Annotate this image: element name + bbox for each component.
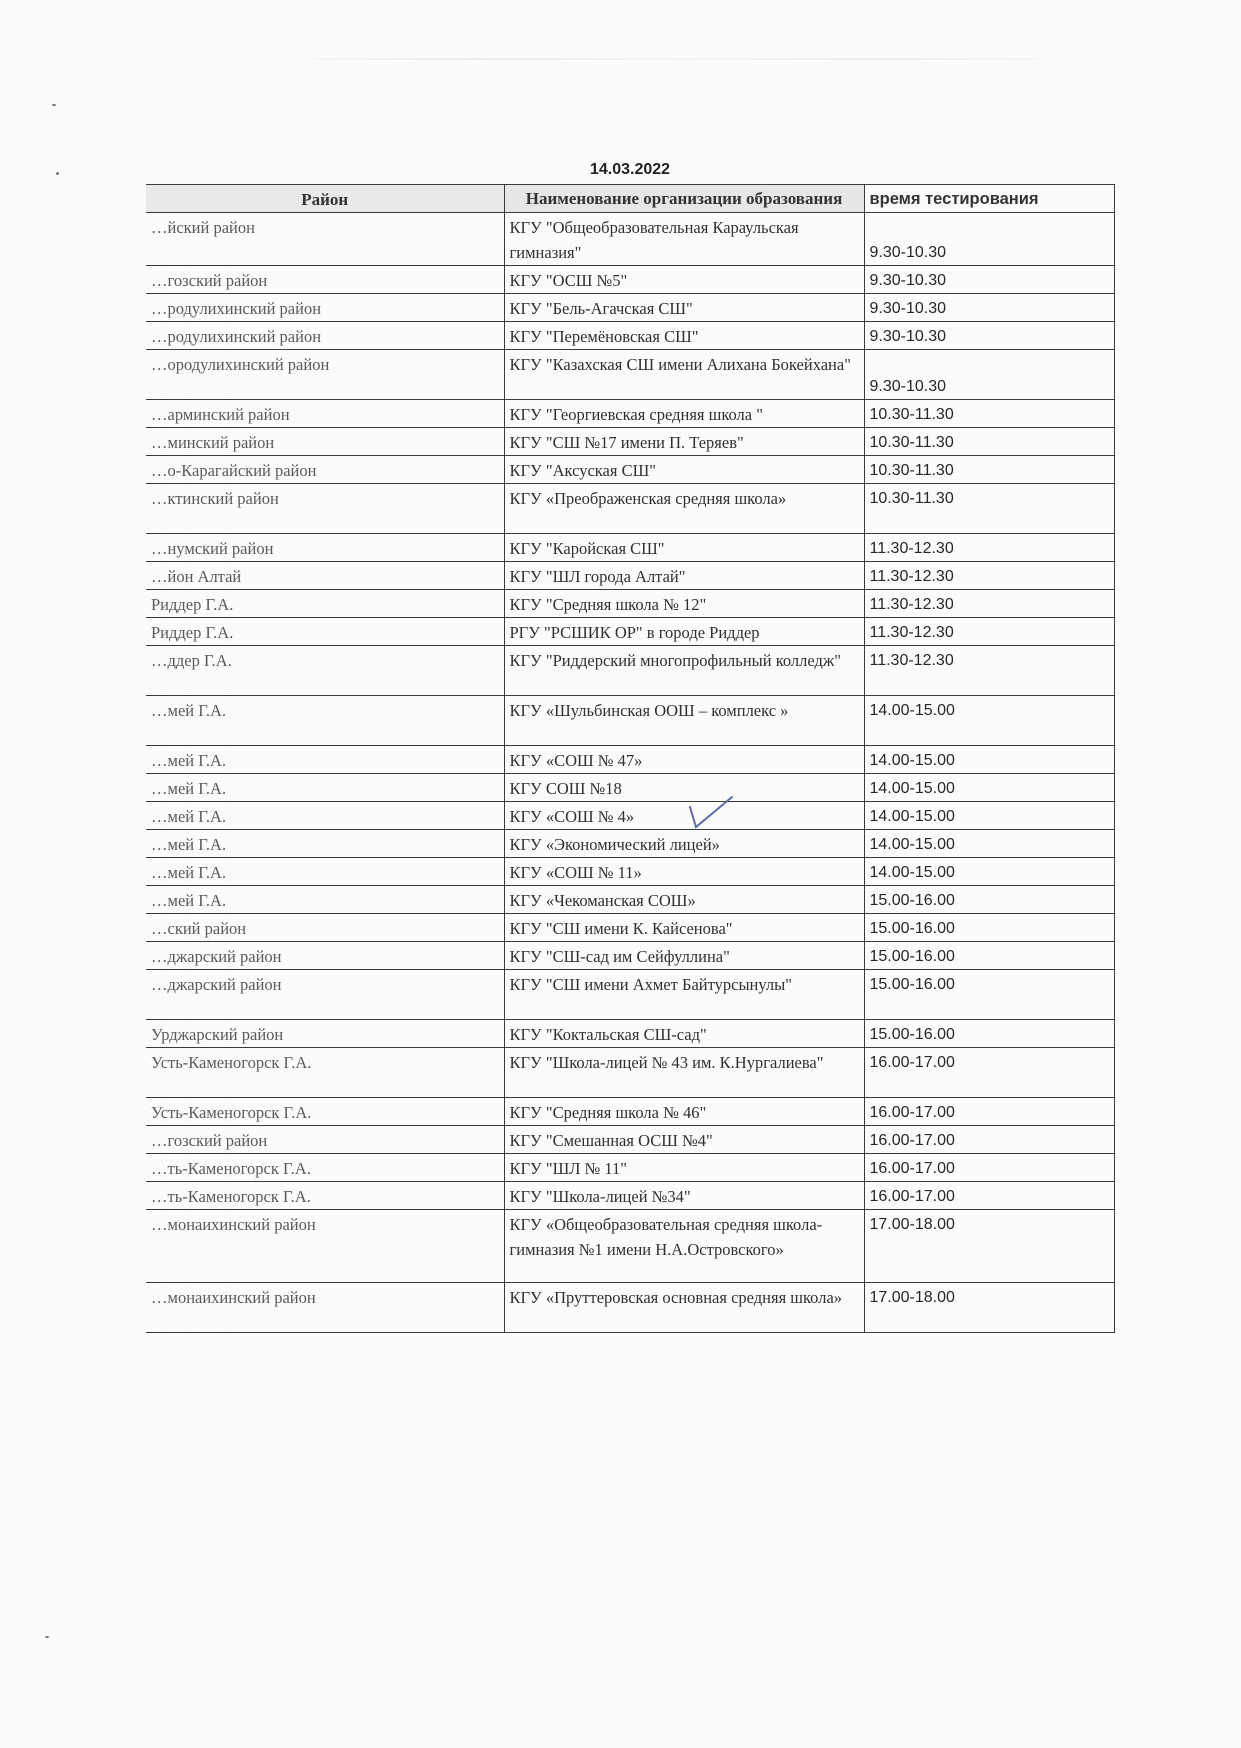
table-row	[146, 746, 1114, 774]
cell-district: …джарский район	[146, 970, 504, 1020]
cell-district: …минский район	[146, 428, 504, 456]
cell-testing-time: 11.30-12.30	[864, 590, 1114, 618]
cell-organization: КГУ "Перемёновская СШ"	[504, 322, 864, 350]
cell-district: …нумский район	[146, 534, 504, 562]
cell-organization: КГУ "Школа-лицей № 43 им. К.Нургалиева"	[504, 1048, 864, 1098]
cell-organization: КГУ "ОСШ №5"	[504, 266, 864, 294]
table-body	[146, 213, 1114, 1333]
cell-district: Усть-Каменогорск Г.А.	[146, 1048, 504, 1098]
table-row	[146, 428, 1114, 456]
cell-testing-time: 11.30-12.30	[864, 646, 1114, 696]
cell-organization: КГУ «СОШ № 47»	[504, 746, 864, 774]
scan-speck	[52, 104, 56, 106]
table-row	[146, 350, 1114, 400]
cell-testing-time: 15.00-16.00	[864, 1020, 1114, 1048]
cell-district: …монаихинский район	[146, 1210, 504, 1283]
table-row	[146, 266, 1114, 294]
cell-district: …ть-Каменогорск Г.А.	[146, 1182, 504, 1210]
table-row	[146, 830, 1114, 858]
cell-district: …мей Г.А.	[146, 830, 504, 858]
cell-district: …ть-Каменогорск Г.А.	[146, 1154, 504, 1182]
table-row	[146, 400, 1114, 428]
cell-district: Риддер Г.А.	[146, 618, 504, 646]
cell-organization: КГУ "Коктальская СШ-сад"	[504, 1020, 864, 1048]
table-row	[146, 213, 1114, 266]
cell-testing-time: 9.30-10.30	[864, 322, 1114, 350]
table-row	[146, 1048, 1114, 1098]
cell-testing-time: 9.30-10.30	[864, 294, 1114, 322]
cell-organization: РГУ "РСШИК ОР" в городе Риддер	[504, 618, 864, 646]
table-row	[146, 484, 1114, 534]
cell-organization: КГУ «СОШ № 11»	[504, 858, 864, 886]
cell-district: …йский район	[146, 213, 504, 266]
cell-district: …монаихинский район	[146, 1283, 504, 1333]
cell-testing-time: 15.00-16.00	[864, 886, 1114, 914]
cell-district: …арминский район	[146, 400, 504, 428]
cell-organization: КГУ "Смешанная ОСШ №4"	[504, 1126, 864, 1154]
cell-district: …йон Алтай	[146, 562, 504, 590]
table-row	[146, 1182, 1114, 1210]
cell-testing-time: 17.00-18.00	[864, 1283, 1114, 1333]
cell-district: …ородулихинский район	[146, 350, 504, 400]
cell-testing-time: 10.30-11.30	[864, 456, 1114, 484]
cell-organization: КГУ "Георгиевская средняя школа "	[504, 400, 864, 428]
cell-district: …родулихинский район	[146, 294, 504, 322]
table-row	[146, 456, 1114, 484]
cell-organization: КГУ "Средняя школа № 46"	[504, 1098, 864, 1126]
table-row	[146, 562, 1114, 590]
cell-district: …мей Г.А.	[146, 858, 504, 886]
cell-testing-time: 14.00-15.00	[864, 830, 1114, 858]
cell-testing-time: 16.00-17.00	[864, 1098, 1114, 1126]
cell-organization: КГУ "Каройская СШ"	[504, 534, 864, 562]
cell-testing-time: 10.30-11.30	[864, 428, 1114, 456]
cell-district: Усть-Каменогорск Г.А.	[146, 1098, 504, 1126]
cell-testing-time: 16.00-17.00	[864, 1154, 1114, 1182]
cell-organization: КГУ "СШ-сад им Сейфуллина"	[504, 942, 864, 970]
cell-testing-time: 10.30-11.30	[864, 400, 1114, 428]
cell-district: …о-Карагайский район	[146, 456, 504, 484]
cell-testing-time: 14.00-15.00	[864, 696, 1114, 746]
header-organization: Наименование организации образования	[504, 185, 864, 213]
cell-organization: КГУ «Шульбинская ООШ – комплекс »	[504, 696, 864, 746]
cell-testing-time: 16.00-17.00	[864, 1126, 1114, 1154]
cell-organization: КГУ "СШ имени К. Кайсенова"	[504, 914, 864, 942]
scan-speck	[56, 172, 59, 175]
cell-testing-time: 11.30-12.30	[864, 534, 1114, 562]
table-row	[146, 322, 1114, 350]
cell-testing-time: 11.30-12.30	[864, 562, 1114, 590]
table-row	[146, 914, 1114, 942]
cell-district: …мей Г.А.	[146, 886, 504, 914]
cell-district: …мей Г.А.	[146, 802, 504, 830]
table-row	[146, 858, 1114, 886]
cell-district: …мей Г.А.	[146, 774, 504, 802]
table-row	[146, 1210, 1114, 1283]
table-row	[146, 534, 1114, 562]
cell-organization: КГУ "Риддерский многопрофильный колледж"	[504, 646, 864, 696]
cell-testing-time: 15.00-16.00	[864, 942, 1114, 970]
testing-schedule-table	[146, 184, 1115, 1333]
table-row	[146, 1283, 1114, 1333]
cell-testing-time: 14.00-15.00	[864, 802, 1114, 830]
cell-testing-time: 16.00-17.00	[864, 1048, 1114, 1098]
table-row	[146, 970, 1114, 1020]
cell-organization: КГУ "Аксуская СШ"	[504, 456, 864, 484]
cell-organization: КГУ «Экономический лицей»	[504, 830, 864, 858]
cell-district: …джарский район	[146, 942, 504, 970]
cell-testing-time: 14.00-15.00	[864, 774, 1114, 802]
cell-testing-time: 16.00-17.00	[864, 1182, 1114, 1210]
cell-testing-time: 10.30-11.30	[864, 484, 1114, 534]
header-district: Район	[146, 185, 504, 213]
cell-district: …гозский район	[146, 1126, 504, 1154]
cell-testing-time: 14.00-15.00	[864, 858, 1114, 886]
scan-speck	[45, 1636, 49, 1638]
cell-organization: КГУ "ШЛ № 11"	[504, 1154, 864, 1182]
table-row	[146, 590, 1114, 618]
cell-organization: КГУ "Средняя школа № 12"	[504, 590, 864, 618]
cell-organization: КГУ «Пруттеровская основная средняя школа»	[504, 1283, 864, 1333]
cell-organization: КГУ «Чекоманская СОШ»	[504, 886, 864, 914]
cell-organization: КГУ «Общеобразовательная средняя школа-гимназия №1 имени Н.А.Островского»	[504, 1210, 864, 1283]
handwritten-checkmark-icon	[688, 795, 734, 831]
table-row	[146, 1098, 1114, 1126]
table-row	[146, 696, 1114, 746]
table-row	[146, 646, 1114, 696]
cell-testing-time: 17.00-18.00	[864, 1210, 1114, 1283]
scan-artifact	[270, 58, 1090, 60]
cell-district: …ддер Г.А.	[146, 646, 504, 696]
cell-testing-time: 9.30-10.30	[864, 350, 1114, 400]
cell-organization: КГУ "Школа-лицей №34"	[504, 1182, 864, 1210]
cell-district: …ктинский район	[146, 484, 504, 534]
table-row	[146, 942, 1114, 970]
cell-testing-time: 15.00-16.00	[864, 914, 1114, 942]
cell-organization: КГУ «СОШ № 4»	[504, 802, 864, 830]
table-header-row	[146, 185, 1114, 213]
cell-organization: КГУ "Бель-Агачская СШ"	[504, 294, 864, 322]
cell-testing-time: 11.30-12.30	[864, 618, 1114, 646]
cell-organization: КГУ «Преображенская средняя школа»	[504, 484, 864, 534]
cell-testing-time: 14.00-15.00	[864, 746, 1114, 774]
cell-district: …ский район	[146, 914, 504, 942]
table-row	[146, 774, 1114, 802]
cell-district: …мей Г.А.	[146, 696, 504, 746]
cell-district: Риддер Г.А.	[146, 590, 504, 618]
cell-organization: КГУ "СШ №17 имени П. Теряев"	[504, 428, 864, 456]
cell-district: …мей Г.А.	[146, 746, 504, 774]
cell-testing-time: 15.00-16.00	[864, 970, 1114, 1020]
table-row	[146, 618, 1114, 646]
table-row	[146, 886, 1114, 914]
cell-organization: КГУ СОШ №18	[504, 774, 864, 802]
header-testing-time: время тестирования	[864, 185, 1114, 213]
cell-organization: КГУ "ШЛ города Алтай"	[504, 562, 864, 590]
table-row	[146, 294, 1114, 322]
table-row	[146, 1126, 1114, 1154]
cell-district: …гозский район	[146, 266, 504, 294]
cell-testing-time: 9.30-10.30	[864, 266, 1114, 294]
cell-district: …родулихинский район	[146, 322, 504, 350]
cell-organization: КГУ "Казахская СШ имени Алихана Бокейхана"	[504, 350, 864, 400]
cell-testing-time: 9.30-10.30	[864, 213, 1114, 266]
table-row	[146, 802, 1114, 830]
cell-organization: КГУ "Общеобразовательная Караульская гимназия"	[504, 213, 864, 266]
table-row	[146, 1154, 1114, 1182]
table-row	[146, 1020, 1114, 1048]
cell-organization: КГУ "СШ имени Ахмет Байтурсынулы"	[504, 970, 864, 1020]
cell-district: Урджарский район	[146, 1020, 504, 1048]
schedule-date: 14.03.2022	[589, 161, 671, 178]
